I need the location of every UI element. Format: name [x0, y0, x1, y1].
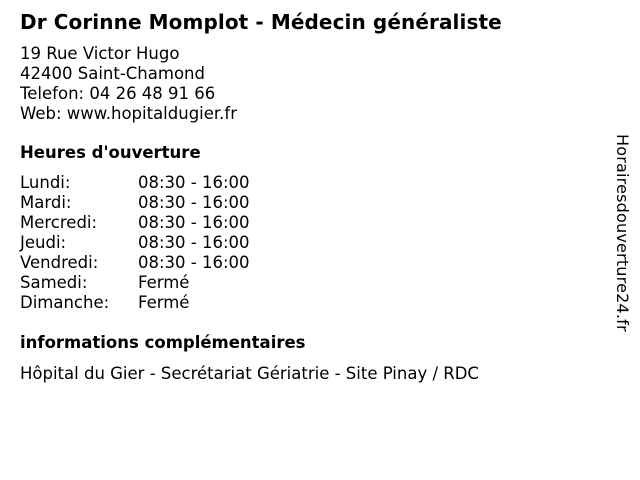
additional-info-heading: informations complémentaires [20, 333, 306, 352]
site-watermark: Horairesdouverture24.fr [613, 134, 632, 332]
hours-row-monday [20, 173, 600, 193]
address-street: 19 Rue Victor Hugo [20, 44, 180, 63]
hours-value: 08:30 - 16:00 [138, 193, 250, 212]
hours-row-wednesday [20, 213, 600, 233]
hours-row-thursday [20, 233, 600, 253]
hours-row-sunday [20, 293, 600, 313]
hours-row-tuesday [20, 193, 600, 213]
day-label: Vendredi: [20, 253, 99, 272]
hours-value: 08:30 - 16:00 [138, 173, 250, 192]
practice-card [20, 10, 600, 384]
day-label: Jeudi: [20, 233, 67, 252]
address-block [20, 44, 600, 124]
page-title: Dr Corinne Momplot - Médecin généraliste [20, 10, 502, 34]
hours-row-friday [20, 253, 600, 273]
day-label: Dimanche: [20, 293, 110, 312]
opening-hours-heading: Heures d'ouverture [20, 143, 201, 162]
hours-value: 08:30 - 16:00 [138, 233, 250, 252]
website: Web: www.hopitaldugier.fr [20, 104, 238, 123]
hours-value: Fermé [138, 273, 190, 292]
opening-hours-table [20, 173, 600, 313]
hours-value: 08:30 - 16:00 [138, 213, 250, 232]
hours-value: 08:30 - 16:00 [138, 253, 250, 272]
day-label: Lundi: [20, 173, 71, 192]
additional-info-text: Hôpital du Gier - Secrétariat Gériatrie - Site Pinay / RDC [20, 364, 479, 383]
phone-number: Telefon: 04 26 48 91 66 [20, 84, 216, 103]
address-city: 42400 Saint-Chamond [20, 64, 205, 83]
hours-value: Fermé [138, 293, 190, 312]
day-label: Mercredi: [20, 213, 98, 232]
day-label: Mardi: [20, 193, 72, 212]
day-label: Samedi: [20, 273, 88, 292]
hours-row-saturday [20, 273, 600, 293]
